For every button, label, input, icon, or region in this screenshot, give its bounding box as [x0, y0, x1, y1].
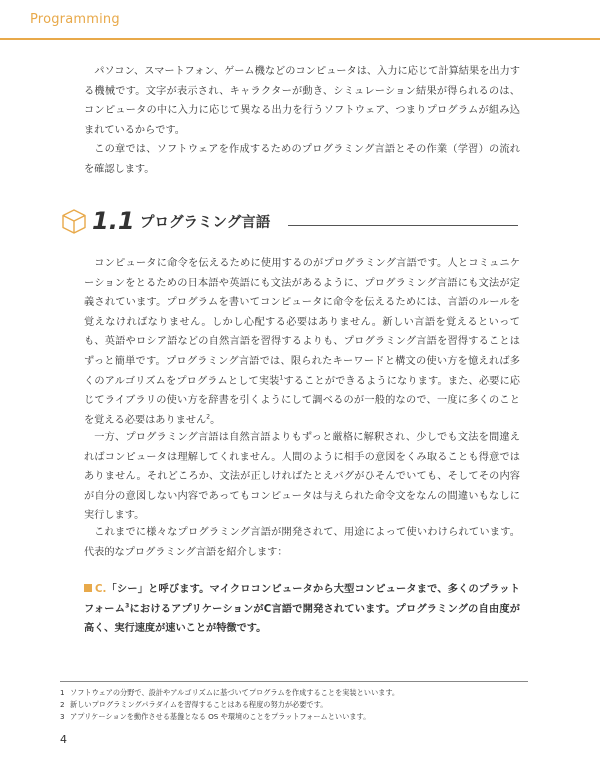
footnote-number: 1: [60, 688, 65, 697]
footnote-text: アプリケーションを動作させる基盤となる OS や環境のことをプラットフォームといいます。: [70, 712, 371, 721]
footnote-ref-1: 1: [279, 374, 284, 382]
footnote-2: [60, 699, 530, 711]
paragraph-3: これまでに様々なプログラミング言語が開発されて、用途によって使いわけられています。代表的なプログラミング言語を紹介します：: [84, 527, 520, 558]
paragraph-2: 一方、プログラミング言語は自然言語よりもずっと厳格に解釈され、少しでも文法を間違えればコンピュータは理解してくれません。人間のように相手の意図をくみ取ることも得意ではありません。それどころか、文法が正しければたとえバグがひそんでいても、そしてその内容が自分の意図しない内容であってもコンピュータは与えられた命令文をなんの間違いもなしに実行します。: [84, 432, 520, 522]
intro-text: [84, 62, 520, 180]
footnote-number: 3: [60, 712, 65, 721]
section-title: プログラミング言語: [140, 215, 271, 231]
body-paragraph-2: [84, 428, 520, 526]
paragraph-1-text-a: コンピュータに命令を伝えるために使用するのがプログラミング言語です。人とコミュニケーションをとるための日本語や英語にも文法があるように、プログラミング言語にも文法が定義されています。プログラムを書いてコンピュータに命令を伝えるためには、言語のルールを覚えなければなりません。しかし心配する必要はありません。新しい言語を覚えるといっても、英語やロシア語などの自然言語を習得するよりも、プログラミング言語を習得することはずっと簡単です。プログラミング言語では、限られたキーワードと構文の使い方を憶えれば多くのアルゴリズムをプログラムとして実装: [84, 258, 520, 387]
footnote-ref-2: 2: [206, 413, 211, 421]
footnote-1: [60, 687, 530, 699]
bullet-text-b: におけるアプリケーションがC言語で開発されています。プログラミングの自由度が高く、実行速度が速いことが特徴です。: [84, 603, 520, 635]
footnote-ref-3: 3: [125, 602, 130, 610]
page-number: 4: [60, 733, 67, 746]
section-number: 1.1: [92, 207, 135, 235]
section-heading: [60, 206, 520, 240]
header-rule: [0, 38, 600, 40]
intro-paragraph-2: この章では、ソフトウェアを作成するためのプログラミング言語とその作業（学習）の流れを確認します。: [84, 144, 520, 175]
section-rule: [288, 225, 518, 226]
cube-icon: [60, 207, 88, 235]
paragraph-1-text-c: 。: [210, 414, 221, 426]
footnote-rule: [60, 681, 528, 682]
running-header-title: Programming: [30, 12, 120, 27]
footnote-3: [60, 711, 530, 723]
bullet-item-c: [84, 580, 520, 639]
footnote-number: 2: [60, 700, 65, 709]
bullet-square-icon: [84, 584, 92, 592]
intro-paragraph-1: パソコン、スマートフォン、ゲーム機などのコンピュータは、入力に応じて計算結果を出力する機械です。文字が表示され、キャラクターが動き、シミュレーション結果が得られるのは、コンピュータの中に入力に応じて異なる出力を行うソフトウェア、つまりプログラムが組み込まれているからです。: [84, 66, 520, 136]
running-header: [0, 0, 600, 40]
body-paragraph-1: [84, 254, 520, 430]
footnote-text: 新しいプログラミングパラダイムを習得することはある程度の努力が必要です。: [70, 700, 328, 709]
footnote-text: ソフトウェアの分野で、設計やアルゴリズムに基づいてプログラムを作成することを実装といいます。: [70, 688, 400, 697]
bullet-term: C.: [95, 584, 107, 595]
paragraph-1: [84, 254, 520, 430]
footnotes: [60, 687, 530, 723]
paragraph-1-text-b: することができるようになります。また、必要に応じてライブラリの使い方を辞書を引くようにして調べるのが一般的なので、一度に多くのことを覚える必要はありません: [84, 375, 520, 426]
body-paragraph-3: [84, 523, 520, 562]
bullet-text-a: 「シー」と呼びます。マイクロコンピュータから大型コンピュータまで、多くのプラットフォーム: [84, 584, 520, 615]
